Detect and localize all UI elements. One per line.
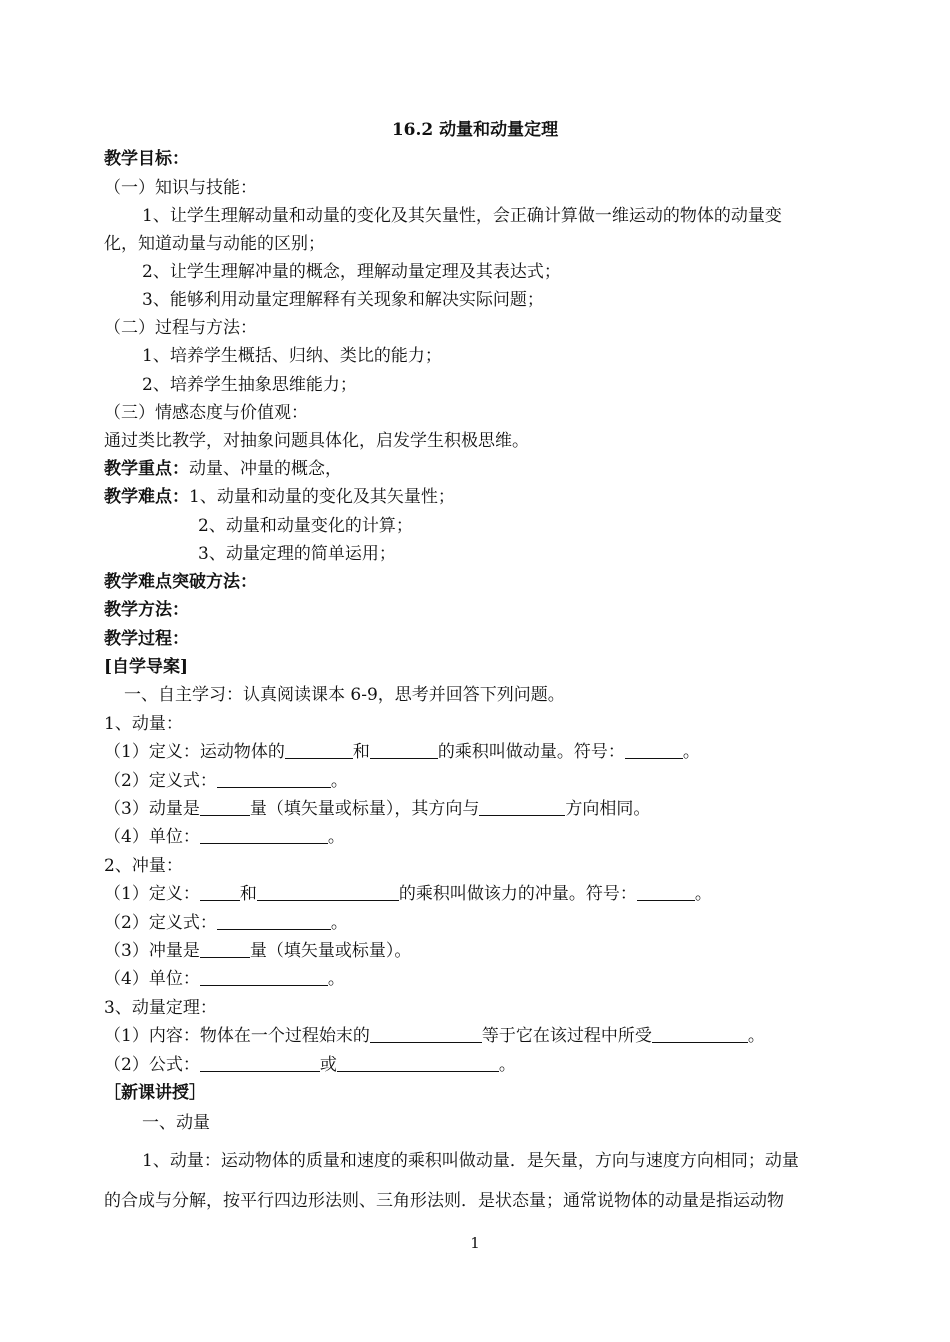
- theorem-heading: 3、动量定理：: [104, 998, 217, 1018]
- difficult-point-item: 3、动量定理的简单运用；: [198, 544, 396, 564]
- question-text: 。: [327, 969, 345, 989]
- goal-item-continued: 化，知道动量与动能的区别；: [104, 234, 325, 254]
- question-text: （1）定义：: [104, 884, 200, 904]
- momentum-heading: 1、动量：: [104, 714, 183, 734]
- answer-blank[interactable]: [370, 1026, 482, 1043]
- impulse-unit-line: [104, 968, 345, 990]
- goals-heading: 教学目标：: [104, 149, 189, 169]
- answer-blank[interactable]: [200, 884, 240, 901]
- section-knowledge-skills: （一）知识与技能：: [104, 178, 257, 198]
- question-text: （4）单位：: [104, 969, 200, 989]
- answer-blank[interactable]: [200, 827, 328, 844]
- question-text: （2）定义式：: [104, 771, 217, 791]
- theorem-formula-line: [104, 1054, 516, 1076]
- answer-blank[interactable]: [479, 799, 565, 816]
- breakthrough-heading: 教学难点突破方法：: [104, 572, 257, 592]
- answer-blank[interactable]: [200, 799, 250, 816]
- question-text: 和: [239, 884, 257, 904]
- theorem-content-line: [104, 1025, 765, 1047]
- momentum-formula-line: [104, 770, 348, 792]
- question-text: （2）公式：: [104, 1055, 200, 1075]
- question-text: （1）定义：运动物体的: [104, 742, 285, 762]
- question-text: （2）定义式：: [104, 913, 217, 933]
- question-text: （4）单位：: [104, 827, 200, 847]
- momentum-vector-line: [104, 798, 650, 820]
- question-text: 。: [694, 884, 712, 904]
- question-text: 量（填矢量或标量）。: [249, 941, 412, 961]
- question-text: 。: [498, 1055, 516, 1075]
- question-text: （1）内容：物体在一个过程始末的: [104, 1026, 370, 1046]
- answer-blank[interactable]: [217, 771, 331, 788]
- difficult-points-line: [104, 486, 455, 508]
- question-text: （3）冲量是: [104, 941, 200, 961]
- self-study-intro: 一、自主学习：认真阅读课本 6-9，思考并回答下列问题。: [124, 685, 565, 705]
- answer-blank[interactable]: [257, 884, 399, 901]
- impulse-heading: 2、冲量：: [104, 856, 183, 876]
- section-process-method: （二）过程与方法：: [104, 318, 257, 338]
- question-text: 量（填矢量或标量），其方向与: [249, 799, 480, 819]
- difficult-points-label: 教学难点：: [104, 487, 189, 507]
- impulse-vector-line: [104, 940, 411, 962]
- goal-item: 2、让学生理解冲量的概念，理解动量定理及其表达式；: [142, 262, 561, 282]
- new-lesson-heading: ［新课讲授］: [104, 1083, 206, 1103]
- difficult-point-item: 2、动量和动量变化的计算；: [198, 516, 413, 536]
- difficult-point-item: 1、动量和动量的变化及其矢量性；: [189, 487, 455, 507]
- page-number: 1: [470, 1234, 480, 1252]
- goal-item: 1、培养学生概括、归纳、类比的能力；: [142, 346, 442, 366]
- impulse-definition-line: [104, 883, 712, 905]
- question-text: 和: [352, 742, 370, 762]
- question-text: 。: [330, 771, 348, 791]
- question-text: 等于它在该过程中所受: [481, 1026, 652, 1046]
- document-title: 16.2 动量和动量定理: [391, 120, 559, 140]
- question-text: 的乘积叫做动量。符号：: [437, 742, 625, 762]
- new-lesson-subheading: 一、动量: [142, 1113, 210, 1133]
- answer-blank[interactable]: [625, 742, 683, 759]
- momentum-unit-line: [104, 826, 345, 848]
- answer-blank[interactable]: [217, 913, 331, 930]
- method-heading: 教学方法：: [104, 600, 189, 620]
- question-text: 。: [682, 742, 700, 762]
- goal-item: 1、让学生理解动量和动量的变化及其矢量性，会正确计算做一维运动的物体的动量变: [142, 206, 782, 226]
- answer-blank[interactable]: [200, 941, 250, 958]
- answer-blank[interactable]: [637, 884, 695, 901]
- question-text: 。: [330, 913, 348, 933]
- impulse-formula-line: [104, 912, 348, 934]
- lesson-paragraph: 1、动量：运动物体的质量和速度的乘积叫做动量．是矢量，方向与速度方向相同；动量: [142, 1151, 799, 1171]
- key-points-line: [104, 458, 342, 480]
- section-attitude-values: （三）情感态度与价值观：: [104, 403, 308, 423]
- attitude-text: 通过类比教学，对抽象问题具体化，启发学生积极思维。: [104, 431, 529, 451]
- question-text: 。: [747, 1026, 765, 1046]
- answer-blank[interactable]: [200, 1055, 320, 1072]
- answer-blank[interactable]: [370, 742, 438, 759]
- momentum-definition-line: [104, 741, 700, 763]
- answer-blank[interactable]: [337, 1055, 499, 1072]
- goal-item: 3、能够利用动量定理解释有关现象和解决实际问题；: [142, 290, 544, 310]
- question-text: 的乘积叫做该力的冲量。符号：: [398, 884, 637, 904]
- lesson-paragraph-continued: 的合成与分解，按平行四边形法则、三角形法则．是状态量；通常说物体的动量是指运动物: [104, 1191, 784, 1211]
- question-text: 。: [327, 827, 345, 847]
- question-text: 或: [319, 1055, 337, 1075]
- answer-blank[interactable]: [285, 742, 353, 759]
- goal-item: 2、培养学生抽象思维能力；: [142, 375, 357, 395]
- key-points-text: 动量、冲量的概念，: [189, 459, 342, 479]
- self-study-heading: [自学导案]: [104, 657, 189, 677]
- question-text: 方向相同。: [565, 799, 651, 819]
- question-text: （3）动量是: [104, 799, 200, 819]
- answer-blank[interactable]: [652, 1026, 748, 1043]
- key-points-label: 教学重点：: [104, 459, 189, 479]
- process-heading: 教学过程：: [104, 629, 189, 649]
- answer-blank[interactable]: [200, 969, 328, 986]
